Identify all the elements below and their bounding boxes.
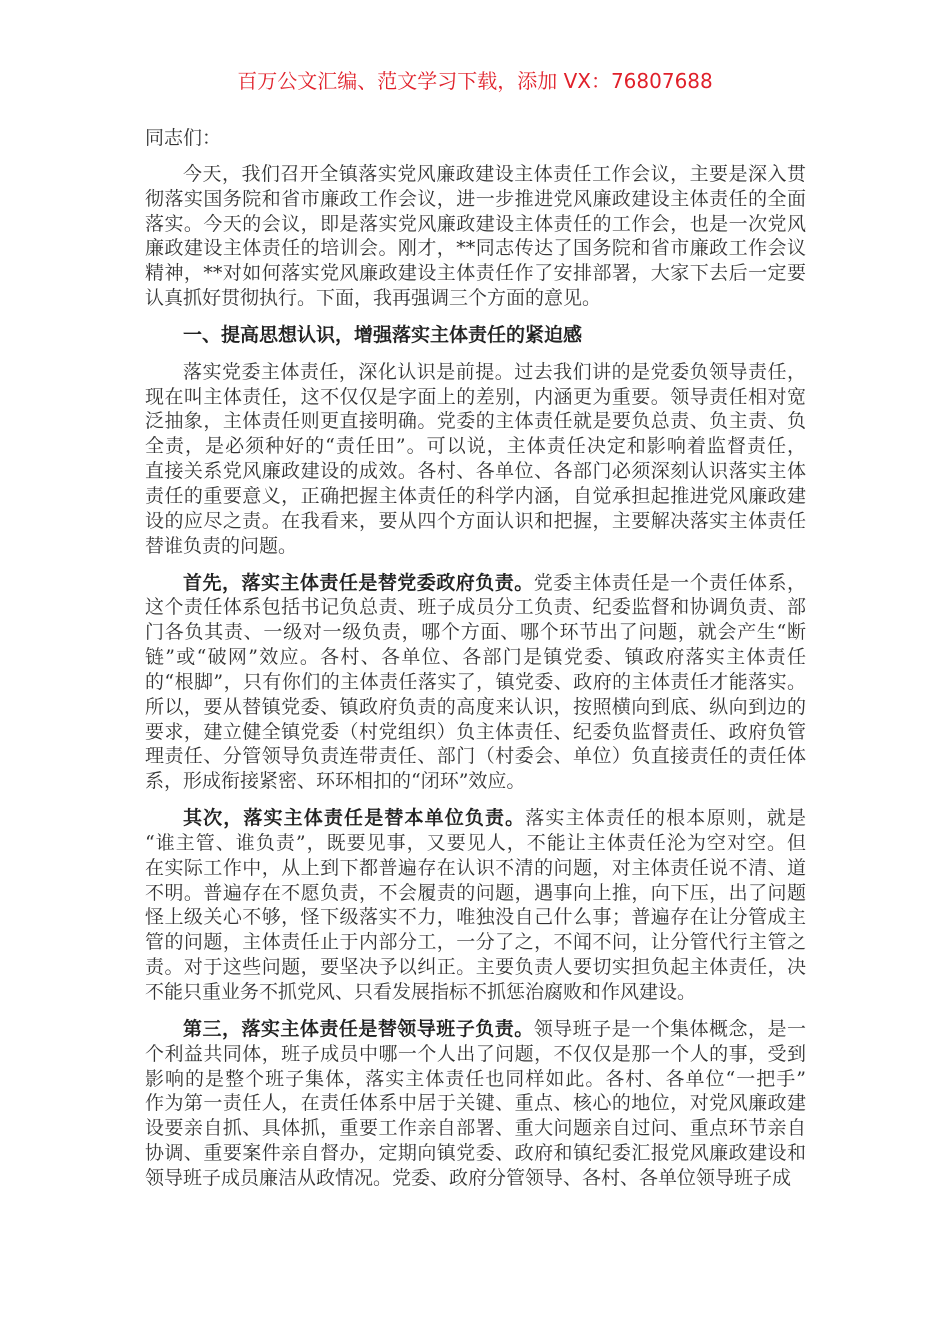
text-line bbox=[145, 955, 806, 980]
line-text: 精神，**对如何落实党风廉政建设主体责任作了安排部署，大家下去后一定要 bbox=[145, 262, 806, 285]
line-text: 所以，要从替镇党委、镇政府负责的高度来认识，按照横向到底、纵向到边的 bbox=[145, 695, 806, 718]
line-text: 彻落实国务院和省市廉政工作会议，进一步推进党风廉政建设主体责任的全面 bbox=[145, 187, 806, 210]
text-line bbox=[145, 1042, 806, 1067]
text-line bbox=[145, 484, 806, 509]
text-line bbox=[145, 1116, 806, 1141]
line-text: 怪上级关心不够，怪下级落实不力，唯独没自己什么事；普遍存在让分管成主 bbox=[145, 906, 806, 929]
text-line bbox=[145, 980, 806, 1005]
line-text: 党委主体责任是一个责任体系， bbox=[533, 571, 806, 594]
text-line bbox=[145, 1141, 806, 1166]
line-text: 要求，建立健全镇党委（村党组织）负主体责任、纪委负监督责任、政府负管 bbox=[145, 720, 806, 743]
paragraph-lead: 其次，落实主体责任是替本单位负责。 bbox=[183, 807, 526, 830]
text-line bbox=[145, 930, 806, 955]
paragraph bbox=[145, 1017, 806, 1191]
paragraph-lead: 第三，落实主体责任是替领导班子负责。 bbox=[183, 1017, 534, 1040]
text-line bbox=[145, 1091, 806, 1116]
text-line bbox=[145, 720, 806, 745]
text-line bbox=[145, 212, 806, 237]
line-text: 今天，我们召开全镇落实党风廉政建设主体责任工作会议，主要是深入贯 bbox=[183, 162, 806, 185]
line-text: 系，形成衔接紧密、环环相扣的“闭环”效应。 bbox=[145, 770, 526, 793]
text-line bbox=[145, 286, 806, 311]
line-text: 现在叫主体责任，这不仅仅是字面上的差别，内涵更为重要。领导责任相对宽 bbox=[145, 385, 806, 408]
line-text: 领导班子成员廉洁从政情况。党委、政府分管领导、各村、各单位领导班子成 bbox=[145, 1166, 792, 1189]
line-text: 设要亲自抓、具体抓，重要工作亲自部署、重大问题亲自过问、重点环节亲自 bbox=[145, 1117, 806, 1140]
text-line bbox=[145, 459, 806, 484]
line-text: 不能只重业务不抓党风、只看发展指标不抓惩治腐败和作风建设。 bbox=[145, 981, 697, 1003]
line-text: 影响的是整个班子集体，落实主体责任也同样如此。各村、各单位“一把手” bbox=[145, 1067, 806, 1090]
download-banner: 百万公文汇编、范文学习下载，添加 VX：76807688 bbox=[237, 69, 713, 93]
line-text: 链”或“破网”效应。各村、各单位、各部门是镇党委、镇政府落实主体责任 bbox=[145, 646, 806, 669]
line-text: 落实主体责任的根本原则，就是 bbox=[525, 807, 806, 830]
line-text: 落实党委主体责任，深化认识是前提。过去我们讲的是党委负领导责任， bbox=[183, 360, 806, 383]
line-text: 门各负其责、一级对一级负责，哪个方面、哪个环节出了问题，就会产生“断 bbox=[145, 621, 806, 644]
text-line bbox=[145, 236, 806, 261]
text-line bbox=[145, 856, 806, 881]
text-line bbox=[145, 534, 806, 559]
text-line bbox=[145, 187, 806, 212]
line-text: 替谁负责的问题。 bbox=[145, 534, 298, 557]
text-line bbox=[145, 905, 806, 930]
line-text: 直接关系党风廉政建设的成效。各村、各单位、各部门必须深刻认识落实主体 bbox=[145, 460, 806, 483]
text-line bbox=[145, 645, 806, 670]
text-line bbox=[145, 509, 806, 534]
text-line bbox=[145, 1067, 806, 1092]
paragraph bbox=[145, 571, 806, 795]
text-line bbox=[145, 1017, 806, 1042]
text-line bbox=[145, 806, 806, 831]
line-text: 管的问题，主体责任止于内部分工，一分了之，不闻不问，让分管代行主管之 bbox=[145, 931, 806, 954]
section-heading bbox=[145, 323, 806, 348]
text-line bbox=[145, 409, 806, 434]
text-line bbox=[145, 1166, 806, 1191]
text-line bbox=[145, 881, 806, 906]
text-line bbox=[145, 385, 806, 410]
line-text: 协调、重要案件亲自督办，定期向镇党委、政府和镇纪委汇报党风廉政建设和 bbox=[145, 1142, 806, 1165]
section-heading-text: 一、提高思想认识，增强落实主体责任的紧迫感 bbox=[183, 323, 583, 346]
line-text: 设的应尽之责。在我看来，要从四个方面认识和把握，主要解决落实主体责任 bbox=[145, 509, 806, 532]
text-line bbox=[145, 670, 806, 695]
line-text: 这个责任体系包括书记负总责、班子成员分工负责、纪委监督和协调负责、部 bbox=[145, 596, 806, 619]
line-text: 泛抽象，主体责任则更直接明确。党委的主体责任就是要负总责、负主责、负 bbox=[145, 410, 806, 433]
line-text: 作为第一责任人，在责任体系中居于关键、重点、核心的地位，对党风廉政建 bbox=[145, 1092, 806, 1115]
text-line bbox=[145, 434, 806, 459]
line-text: “谁主管、谁负责”，既要见事，又要见人，不能让主体责任沦为空对空。但 bbox=[145, 831, 806, 854]
text-line bbox=[145, 769, 806, 794]
text-line bbox=[145, 162, 806, 187]
line-text: 不明。普遍存在不愿负责，不会履责的问题，遇事向上推，向下压，出了问题 bbox=[145, 881, 806, 904]
line-text: 的“根脚”，只有你们的主体责任落实了，镇党委、政府的主体责任才能落实。 bbox=[145, 670, 806, 693]
line-text: 廉政建设主体责任的培训会。刚才，**同志传达了国务院和省市廉政工作会议 bbox=[145, 237, 806, 260]
paragraph bbox=[145, 806, 806, 1005]
text-line bbox=[145, 831, 806, 856]
paragraph bbox=[145, 162, 806, 311]
text-line bbox=[145, 595, 806, 620]
line-text: 责任的重要意义，正确把握主体责任的科学内涵，自觉承担起推进党风廉政建 bbox=[145, 484, 806, 507]
line-text: 认真抓好贯彻执行。下面，我再强调三个方面的意见。 bbox=[145, 287, 602, 310]
text-line bbox=[145, 571, 806, 596]
text-line bbox=[145, 695, 806, 720]
line-text: 个利益共同体，班子成员中哪一个人出了问题，不仅仅是那一个人的事，受到 bbox=[145, 1042, 806, 1065]
text-line bbox=[145, 744, 806, 769]
document-body bbox=[145, 126, 806, 1203]
line-text: 全责，是必须种好的“责任田”。可以说，主体责任决定和影响着监督责任， bbox=[145, 435, 806, 458]
line-text: 理责任、分管领导负责连带责任、部门（村委会、单位）负直接责任的责任体 bbox=[145, 745, 806, 768]
line-text: 落实。今天的会议，即是落实党风廉政建设主体责任的工作会，也是一次党风 bbox=[145, 212, 806, 235]
paragraph-lead: 首先，落实主体责任是替党委政府负责。 bbox=[183, 571, 534, 594]
text-line bbox=[145, 620, 806, 645]
line-text: 在实际工作中，从上到下都普遍存在认识不清的问题，对主体责任说不清、道 bbox=[145, 856, 806, 879]
text-line bbox=[145, 261, 806, 286]
line-text: 责。对于这些问题，要坚决予以纠正。主要负责人要切实担负起主体责任，决 bbox=[145, 956, 806, 979]
paragraph bbox=[145, 360, 806, 559]
greeting: 同志们： bbox=[145, 127, 222, 149]
text-line bbox=[145, 360, 806, 385]
line-text: 领导班子是一个集体概念，是一 bbox=[533, 1017, 806, 1040]
